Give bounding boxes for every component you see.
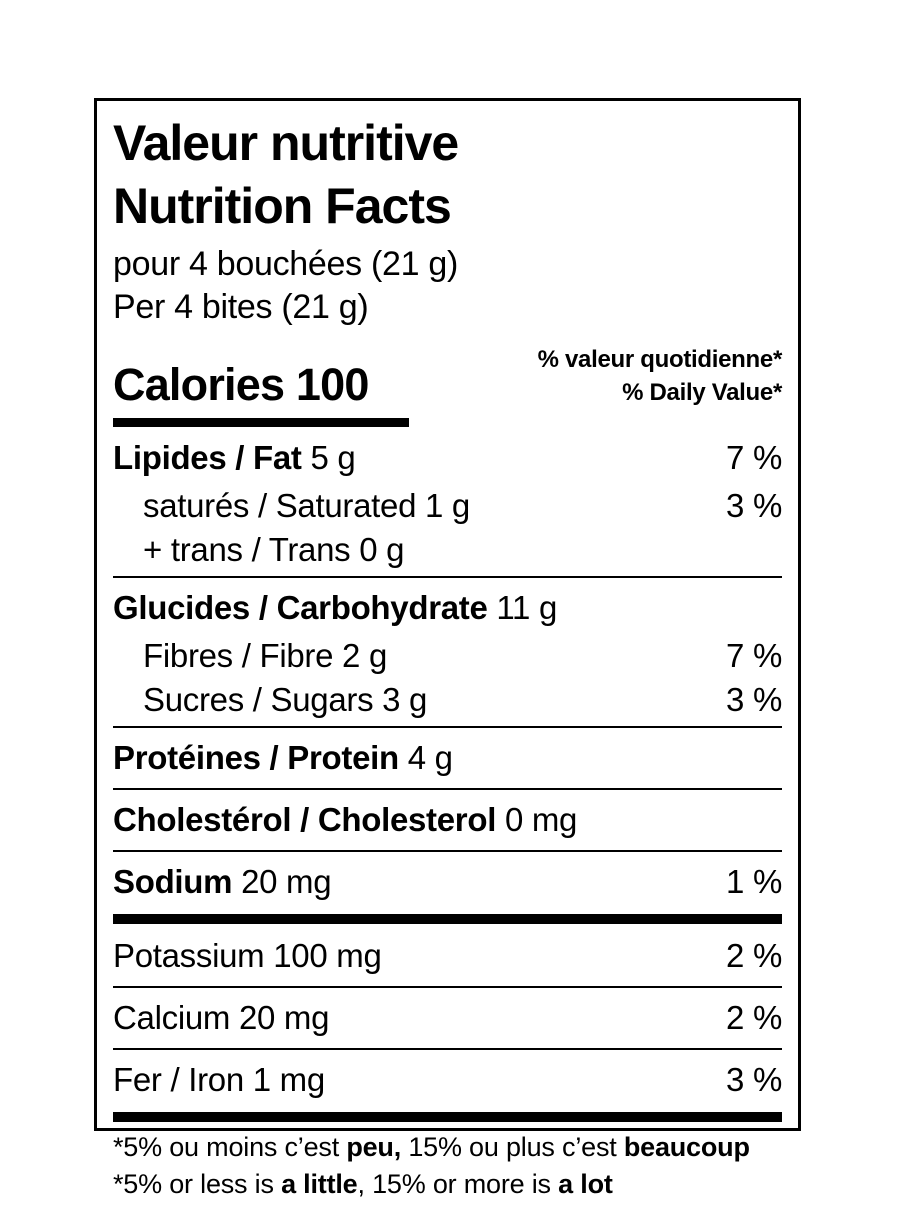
serving-size-fr: pour 4 bouchées (21 g) — [113, 245, 458, 283]
nutrient-daily-value: 1 % — [726, 863, 782, 900]
separator-thick — [113, 1112, 782, 1122]
text-segment: a lot — [558, 1169, 613, 1199]
calories-row — [113, 343, 782, 409]
nutrient-daily-value: 2 % — [726, 999, 782, 1036]
footnote-fr — [113, 1129, 782, 1166]
nutrient-row-cholesterol — [113, 794, 782, 846]
nutrient-daily-value: 2 % — [726, 937, 782, 974]
text-segment: peu, — [346, 1132, 402, 1162]
nutrient-name — [113, 738, 453, 778]
calories-value: Calories 100 — [113, 359, 369, 410]
separator-thin — [113, 850, 782, 852]
text-segment: saturés / Saturated 1 g — [143, 487, 470, 524]
nutrient-name — [113, 530, 404, 570]
nutrient-daily-value: 3 % — [726, 1061, 782, 1098]
nutrient-name — [113, 680, 427, 720]
nutrient-name — [113, 862, 331, 902]
nutrient-daily-value: 3 % — [726, 487, 782, 524]
serving-size — [113, 243, 782, 329]
text-segment: a little — [281, 1169, 358, 1199]
separator-thin — [113, 1048, 782, 1050]
footnote — [113, 1129, 782, 1203]
nutrient-name — [113, 1060, 325, 1100]
separator-thick — [113, 914, 782, 924]
nutrient-row-fat — [113, 432, 782, 484]
text-segment: beaucoup — [623, 1132, 750, 1162]
text-segment: Sucres / Sugars 3 g — [143, 681, 428, 718]
nutrient-row-sugars — [113, 678, 782, 722]
serving-size-en: Per 4 bites (21 g) — [113, 288, 369, 326]
nutrient-rows — [113, 432, 782, 1122]
text-segment: , 15% or more is — [357, 1169, 559, 1199]
nutrient-name — [113, 998, 329, 1038]
nutrient-row-protein — [113, 732, 782, 784]
nutrient-name — [113, 800, 577, 840]
nutrient-row-sodium — [113, 856, 782, 908]
footnote-en — [113, 1166, 782, 1203]
nutrient-row-fibre — [113, 634, 782, 678]
nutrient-name — [113, 486, 470, 526]
daily-value-header — [538, 343, 782, 409]
daily-value-header-en: % Daily Value* — [622, 379, 782, 406]
nutrient-name — [113, 588, 557, 628]
separator-thin — [113, 986, 782, 988]
nutrient-row-iron — [113, 1054, 782, 1106]
nutrient-row-carbohydrate — [113, 582, 782, 634]
text-segment: 20 mg — [232, 863, 332, 900]
text-segment: Protéines / Protein — [113, 739, 399, 776]
nutrient-daily-value: 7 % — [726, 637, 782, 674]
nutrient-row-trans-fat — [113, 528, 782, 572]
text-segment: 4 g — [398, 739, 453, 776]
text-segment: Fer / Iron 1 mg — [113, 1061, 325, 1098]
separator-thin — [113, 726, 782, 728]
nutrient-daily-value: 7 % — [726, 439, 782, 476]
text-segment: Potassium 100 mg — [113, 937, 382, 974]
text-segment: 15% ou plus c’est — [401, 1132, 624, 1162]
text-segment: + trans / Trans 0 g — [143, 531, 405, 568]
text-segment: *5% or less is — [113, 1169, 282, 1199]
text-segment: 0 mg — [496, 801, 578, 838]
calories-underline-bar — [113, 418, 409, 427]
nutrient-name — [113, 636, 387, 676]
text-segment: 5 g — [301, 439, 356, 476]
text-segment: Fibres / Fibre 2 g — [143, 637, 388, 674]
nutrient-daily-value: 3 % — [726, 681, 782, 718]
text-segment: *5% ou moins c’est — [113, 1132, 347, 1162]
text-segment: Sodium — [113, 863, 233, 900]
label-title — [113, 112, 782, 238]
nutrition-facts-label — [94, 98, 801, 1199]
text-segment: Cholestérol / Cholesterol — [113, 801, 497, 838]
daily-value-header-fr: % valeur quotidienne* — [537, 346, 782, 373]
separator-thin — [113, 788, 782, 790]
nutrient-name — [113, 936, 382, 976]
nutrient-row-calcium — [113, 992, 782, 1044]
nutrient-row-potassium — [113, 930, 782, 982]
nutrient-row-saturated-fat — [113, 484, 782, 528]
text-segment: Lipides / Fat — [113, 439, 302, 476]
separator-thin — [113, 576, 782, 578]
label-title-en: Nutrition Facts — [113, 178, 451, 234]
label-title-fr: Valeur nutritive — [113, 115, 459, 171]
nutrient-name — [113, 438, 355, 478]
text-segment: 11 g — [487, 589, 557, 626]
text-segment: Calcium 20 mg — [113, 999, 330, 1036]
text-segment: Glucides / Carbohydrate — [113, 589, 488, 626]
